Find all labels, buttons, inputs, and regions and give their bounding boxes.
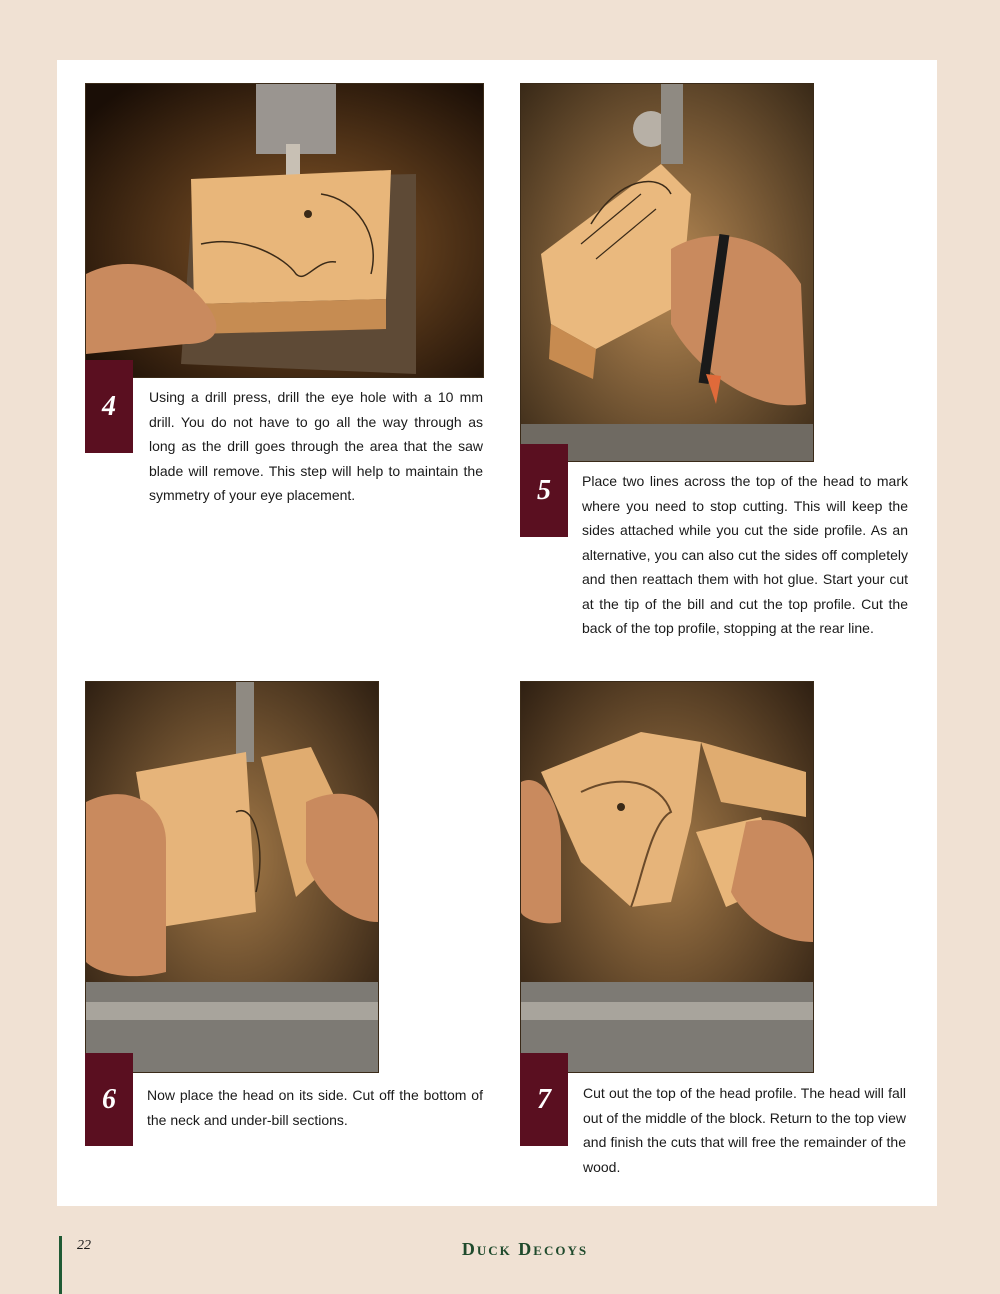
- bandsaw-top-view-photo-icon: [521, 84, 813, 461]
- page-number: 22: [77, 1238, 91, 1253]
- drill-press-photo-icon: [86, 84, 483, 377]
- step-5-badge: 5: [520, 444, 568, 537]
- step-7-photo: [520, 681, 814, 1073]
- step-6-badge: 6: [85, 1053, 133, 1146]
- step-4-badge: 4: [85, 360, 133, 453]
- step-7-badge: 7: [520, 1053, 568, 1146]
- head-profile-cut-photo-icon: [521, 682, 813, 1072]
- step-6-text: Now place the head on its side. Cut off the bottom of the neck and under-bill sections.: [147, 1087, 483, 1128]
- bandsaw-side-cut-photo-icon: [86, 682, 378, 1072]
- step-5-photo: [520, 83, 814, 462]
- step-4-text: Using a drill press, drill the eye hole with a 10 mm drill. You do not have to go all the way through as long as the drill goes through the area that the saw blade will remove. This step will help to maintain the symmetry of your eye placement.: [149, 389, 483, 503]
- step-6-photo: [85, 681, 379, 1073]
- step-4-photo: [85, 83, 484, 378]
- step-7-text: Cut out the top of the head profile. The head will fall out of the middle of the block. Return to the top view and finish the cuts that will free the remainder of the wood.: [583, 1085, 906, 1175]
- step-5-text: Place two lines across the top of the head to mark where you need to stop cutting. This will keep the sides attached while you cut the side profile. As an alternative, you can also cut the sides off completely and then reattach them with hot glue. Start your cut at the tip of the bill and cut the top profile. Cut the back of the top profile, stopping at the rear line.: [582, 473, 908, 636]
- running-title: Duck Decoys: [461, 1239, 589, 1259]
